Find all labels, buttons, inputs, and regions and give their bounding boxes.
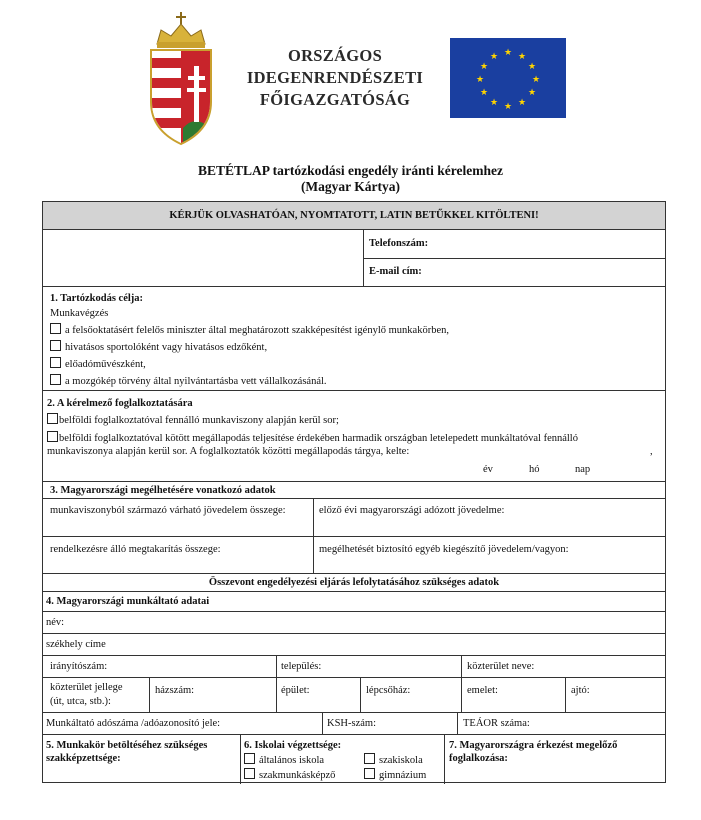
checkbox[interactable] [50, 374, 61, 385]
section-1-title: 1. Tartózkodás célja: [50, 293, 144, 304]
education-skilled-worker-option[interactable]: szakmunkásképző [244, 768, 335, 782]
agency-line-3: FŐIGAZGATÓSÁG [259, 90, 411, 109]
agreement-month-label: hó [529, 464, 540, 475]
employment-option-1[interactable]: belföldi foglalkoztatóval fennálló munkaviszony alapján kerül sor; [47, 413, 339, 427]
checkbox[interactable] [364, 753, 375, 764]
combined-procedure-title: Összevont engedélyezési eljárás lefolytatásához szükséges adatok [208, 577, 500, 588]
checkbox[interactable] [50, 357, 61, 368]
form-title [0, 163, 701, 195]
svg-text:★: ★ [527, 88, 537, 98]
section-1-subtitle: Munkavégzés [50, 308, 109, 319]
checkbox[interactable] [50, 323, 61, 334]
teaor-number-label: TEÁOR száma: [463, 718, 530, 729]
agreement-comma: , [650, 446, 653, 457]
house-number-label: házszám: [155, 685, 195, 696]
education-grammar-school-option[interactable]: gimnázium [364, 768, 426, 782]
instruction-banner-text: KÉRJÜK OLVASHATÓAN, NYOMTATOTT, LATIN BETŰKKEL KITÖLTENI! [169, 210, 539, 221]
town-label: település: [281, 661, 322, 672]
svg-text:★: ★ [489, 98, 499, 108]
ksh-number-label: KSH-szám: [327, 718, 376, 729]
savings-label: rendelkezésre álló megtakarítás összege: [50, 544, 221, 555]
form-title-line-1: BETÉTLAP tartózkodási engedély iránti kérelemhez [198, 163, 503, 178]
agency-name [235, 45, 435, 111]
education-primary-option[interactable]: általános iskola [244, 753, 324, 767]
other-income-label: megélhetését biztosító egyéb kiegészítő jövedelem/vagyon: [319, 544, 569, 555]
section-6-title: 6. Iskolai végzettsége: [244, 740, 342, 751]
purpose-option-2[interactable]: hivatásos sportolóként vagy hivatásos edzőként, [50, 340, 267, 354]
checkbox[interactable] [364, 768, 375, 779]
zip-code-label: irányítószám: [50, 661, 108, 672]
street-name-label: közterület neve: [467, 661, 535, 672]
building-label: épület: [281, 685, 310, 696]
section-4-title: 4. Magyarországi munkáltató adatai [46, 596, 210, 607]
section-5-title: 5. Munkakör betöltéséhez szükséges [46, 740, 208, 751]
purpose-option-1[interactable]: a felsőoktatásért felelős miniszter által meghatározott szakképesítést igénylő munkakörben, [50, 323, 449, 337]
door-label: ajtó: [571, 685, 590, 696]
previous-income-label: előző évi magyarországi adózott jövedelme: [319, 505, 505, 516]
street-type-label: közterület jellege [50, 682, 123, 693]
purpose-option-4[interactable]: a mozgókép törvény által nyilvántartásba vett vállalkozásánál. [50, 374, 327, 388]
application-form-table [42, 201, 666, 783]
svg-text:★: ★ [503, 102, 513, 112]
checkbox[interactable] [244, 768, 255, 779]
floor-label: emelet: [467, 685, 498, 696]
tax-number-label: Munkáltató adószáma /adóazonosító jele: [46, 718, 221, 729]
checkbox[interactable] [50, 340, 61, 351]
svg-text:★: ★ [517, 52, 527, 62]
section-7-title: 7. Magyarországra érkezést megelőző [449, 740, 618, 751]
svg-text:★: ★ [489, 52, 499, 62]
agency-line-2: IDEGENRENDÉSZETI [246, 68, 424, 87]
employment-option-2-line-2: munkaviszonya alapján kerül sor. A foglalkoztatók közötti megállapodás tárgya, kelte: [47, 446, 410, 457]
agency-line-1: ORSZÁGOS [287, 46, 383, 65]
svg-text:★: ★ [531, 75, 541, 85]
section-7-title-line-2: foglalkozása: [449, 753, 508, 764]
svg-text:★: ★ [503, 48, 513, 58]
svg-text:★: ★ [517, 98, 527, 108]
svg-text:★: ★ [479, 88, 489, 98]
agreement-day-label: nap [575, 464, 591, 475]
phone-label: Telefonszám: [369, 238, 429, 249]
section-3-title: 3. Magyarországi megélhetésére vonatkozó adatok [50, 485, 276, 496]
purpose-option-3[interactable]: előadóművészként, [50, 357, 146, 371]
stairway-label: lépcsőház: [366, 685, 411, 696]
expected-income-label: munkaviszonyból származó várható jövedelem összege: [50, 505, 286, 516]
street-type-hint: (út, utca, stb.): [50, 696, 111, 707]
employment-option-2[interactable]: belföldi foglalkoztatóval kötött megállapodás teljesítése érdekében harmadik országban letelepedett munkáltatóval fennálló [47, 431, 578, 445]
form-title-line-2: (Magyar Kártya) [300, 179, 401, 194]
svg-text:★: ★ [527, 62, 537, 72]
svg-text:★: ★ [479, 62, 489, 72]
eu-flag-logo [450, 38, 566, 118]
checkbox[interactable] [244, 753, 255, 764]
section-2-title: 2. A kérelmező foglalkoztatására [47, 398, 193, 409]
checkbox[interactable] [47, 431, 58, 442]
hungarian-coat-of-arms-logo [145, 10, 217, 150]
checkbox[interactable] [47, 413, 58, 424]
svg-text:★: ★ [475, 75, 485, 85]
email-label: E-mail cím: [369, 266, 422, 277]
education-vocational-option[interactable]: szakiskola [364, 753, 423, 767]
agreement-year-label: év [483, 464, 493, 475]
employer-seat-label: székhely címe [46, 639, 106, 650]
section-5-title-line-2: szakképzettsége: [46, 753, 121, 764]
employer-name-label: név: [46, 617, 65, 628]
